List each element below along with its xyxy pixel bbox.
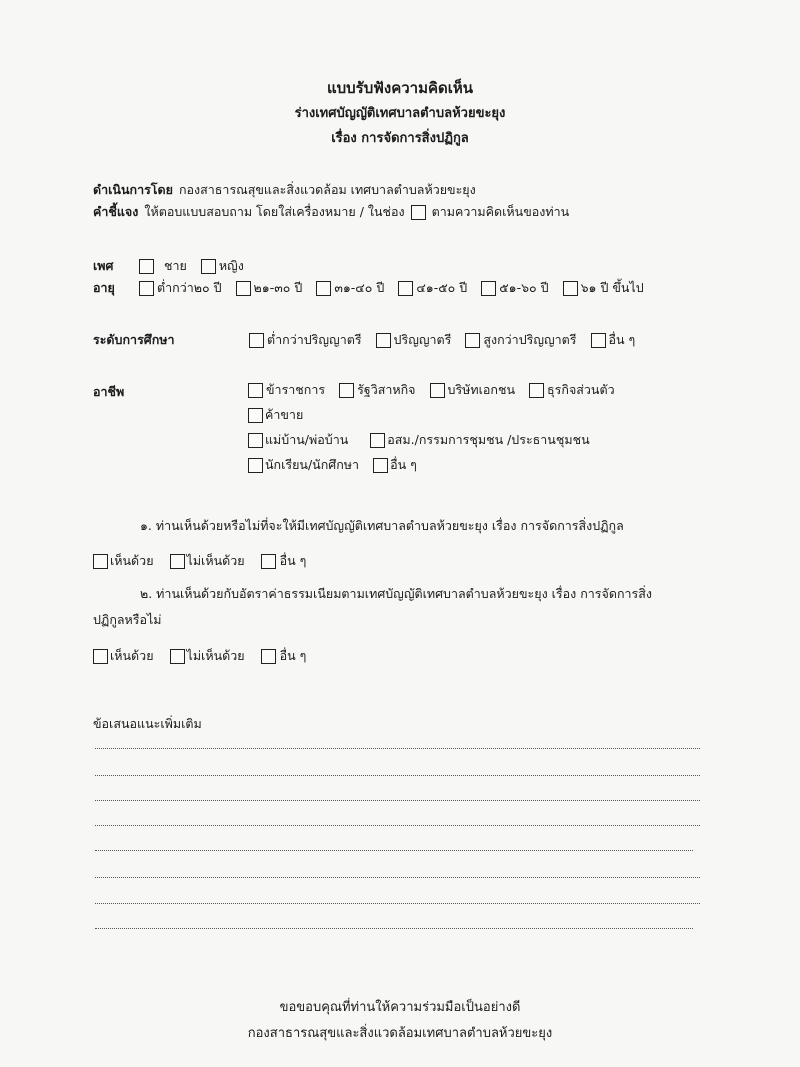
q2-agree-checkbox[interactable] bbox=[93, 649, 108, 664]
age-option-label: ๖๑ ปี ขึ้นไป bbox=[580, 280, 644, 295]
q2-option-label: ไม่เห็นด้วย bbox=[186, 648, 245, 663]
occupation-option-label: ธุรกิจส่วนตัว bbox=[547, 382, 615, 397]
occupation-option-label: ค้าขาย bbox=[265, 407, 304, 422]
q1-other-checkbox[interactable] bbox=[261, 554, 276, 569]
education-option-label: อื่น ๆ bbox=[608, 332, 636, 347]
occupation-option-label: บริษัทเอกชน bbox=[447, 382, 516, 397]
question-1-options bbox=[93, 551, 314, 571]
q2-other-checkbox[interactable] bbox=[261, 649, 276, 664]
q2-disagree-checkbox[interactable] bbox=[170, 649, 185, 664]
instruction-text-end: ตามความคิดเห็นของท่าน bbox=[431, 204, 570, 219]
question-2-options bbox=[93, 646, 314, 666]
suggestion-line[interactable] bbox=[95, 877, 700, 878]
age-31-40-checkbox[interactable] bbox=[316, 281, 331, 296]
age-option-label: ๕๑-๖๐ ปี bbox=[499, 280, 549, 295]
form-subtitle-draft: ร่างเทศบัญญัติเทศบาลตำบลห้วยขะยุง bbox=[294, 106, 506, 121]
occupation-option-label: แม่บ้าน/พ่อบ้าน bbox=[265, 432, 349, 447]
form-subtitle-subject: เรื่อง การจัดการสิ่งปฏิกูล bbox=[331, 131, 469, 146]
occupation-row-1 bbox=[248, 380, 623, 400]
age-61-plus-checkbox[interactable] bbox=[563, 281, 578, 296]
question-2-text: ๒. ท่านเห็นด้วยกับอัตราค่าธรรมเนียมตามเทศบัญญัติเทศบาลตำบลห้วยขะยุง เรื่อง การจัดการสิ่ง bbox=[140, 586, 652, 601]
q1-option-label: อื่น ๆ bbox=[279, 553, 307, 568]
education-option-label: ปริญญาตรี bbox=[393, 332, 452, 347]
age-option-label: ๒๑-๓๐ ปี bbox=[253, 280, 303, 295]
suggestion-line[interactable] bbox=[95, 800, 700, 801]
age-option-label: ต่ำกว่า๒๐ ปี bbox=[157, 280, 222, 295]
sample-checkbox bbox=[411, 205, 426, 220]
occupation-row-4 bbox=[248, 455, 425, 475]
age-option-label: ๔๑-๕๐ ปี bbox=[416, 280, 468, 295]
education-option-label: สูงกว่าปริญญาตรี bbox=[483, 332, 577, 347]
suggestion-line[interactable] bbox=[95, 903, 700, 904]
occupation-other-checkbox[interactable] bbox=[373, 458, 388, 473]
occupation-homemaker-checkbox[interactable] bbox=[248, 433, 263, 448]
q1-agree-checkbox[interactable] bbox=[93, 554, 108, 569]
suggestion-line[interactable] bbox=[95, 775, 700, 776]
age-label: อายุ bbox=[93, 280, 115, 295]
occupation-civil-servant-checkbox[interactable] bbox=[248, 383, 263, 398]
instruction-text: ให้ตอบแบบสอบถาม โดยใส่เครื่องหมาย / ในช่อง bbox=[144, 204, 405, 219]
suggestion-line[interactable] bbox=[95, 825, 700, 826]
instruction-line bbox=[93, 202, 569, 222]
occupation-row-2 bbox=[248, 405, 303, 425]
occupation-student-checkbox[interactable] bbox=[248, 458, 263, 473]
age-21-30-checkbox[interactable] bbox=[236, 281, 251, 296]
age-51-60-checkbox[interactable] bbox=[481, 281, 496, 296]
occupation-option-label: ข้าราชการ bbox=[266, 382, 326, 397]
gender-label: เพศ bbox=[93, 258, 114, 273]
occupation-state-enterprise-checkbox[interactable] bbox=[339, 383, 354, 398]
occupation-private-company-checkbox[interactable] bbox=[430, 383, 445, 398]
operated-by-label: ดำเนินการโดย bbox=[93, 182, 173, 197]
education-option-label: ต่ำกว่าปริญญาตรี bbox=[267, 332, 362, 347]
occupation-row-3 bbox=[248, 430, 598, 450]
occupation-community-volunteer-checkbox[interactable] bbox=[370, 433, 385, 448]
education-above-bachelor-checkbox[interactable] bbox=[465, 333, 480, 348]
education-below-bachelor-checkbox[interactable] bbox=[249, 333, 264, 348]
footer-department: กองสาธารณสุขและสิ่งแวดล้อมเทศบาลตำบลห้วยขะยุง bbox=[247, 1026, 553, 1041]
q2-option-label: เห็นด้วย bbox=[110, 648, 154, 663]
occupation-option-label: อื่น ๆ bbox=[390, 457, 417, 472]
occupation-option-label: อสม./กรรมการชุมชน /ประธานชุมชน bbox=[387, 432, 590, 447]
occupation-own-business-checkbox[interactable] bbox=[529, 383, 544, 398]
instruction-label: คำชี้แจง bbox=[93, 204, 139, 219]
form-title: แบบรับฟังความคิดเห็น bbox=[326, 79, 474, 97]
q1-option-label: ไม่เห็นด้วย bbox=[186, 553, 245, 568]
operated-by-line bbox=[93, 180, 476, 200]
gender-female-label: หญิง bbox=[218, 258, 244, 273]
occupation-option-label: นักเรียน/นักศึกษา bbox=[265, 457, 360, 472]
question-1-text: ๑. ท่านเห็นด้วยหรือไม่ที่จะให้มีเทศบัญญัติเทศบาลตำบลห้วยขะยุง เรื่อง การจัดการสิ่งปฏิกูล bbox=[140, 518, 624, 533]
gender-row bbox=[93, 256, 252, 276]
education-other-checkbox[interactable] bbox=[591, 333, 606, 348]
education-label: ระดับการศึกษา bbox=[93, 332, 175, 347]
occupation-merchant-checkbox[interactable] bbox=[248, 408, 263, 423]
footer-thanks: ขอขอบคุณที่ท่านให้ความร่วมมือเป็นอย่างดี bbox=[279, 1000, 521, 1015]
education-bachelor-checkbox[interactable] bbox=[376, 333, 391, 348]
q2-option-label: อื่น ๆ bbox=[279, 648, 307, 663]
age-under-20-checkbox[interactable] bbox=[139, 281, 154, 296]
suggestions-label: ข้อเสนอแนะเพิ่มเติม bbox=[93, 716, 202, 731]
age-row bbox=[93, 278, 652, 298]
occupation-label: อาชีพ bbox=[93, 384, 125, 399]
gender-male-checkbox[interactable] bbox=[139, 259, 154, 274]
q1-disagree-checkbox[interactable] bbox=[170, 554, 185, 569]
suggestion-line[interactable] bbox=[95, 850, 693, 851]
occupation-option-label: รัฐวิสาหกิจ bbox=[357, 382, 416, 397]
operated-by-value: กองสาธารณสุขและสิ่งแวดล้อม เทศบาลตำบลห้วยขะยุง bbox=[178, 182, 476, 197]
age-option-label: ๓๑-๔๐ ปี bbox=[334, 280, 385, 295]
age-41-50-checkbox[interactable] bbox=[398, 281, 413, 296]
education-row bbox=[93, 330, 643, 350]
q1-option-label: เห็นด้วย bbox=[110, 553, 154, 568]
suggestion-line[interactable] bbox=[95, 928, 693, 929]
gender-male-label: ชาย bbox=[163, 258, 187, 273]
question-2-text-cont: ปฏิกูลหรือไม่ bbox=[93, 612, 162, 627]
suggestion-line[interactable] bbox=[95, 748, 700, 749]
gender-female-checkbox[interactable] bbox=[201, 259, 216, 274]
